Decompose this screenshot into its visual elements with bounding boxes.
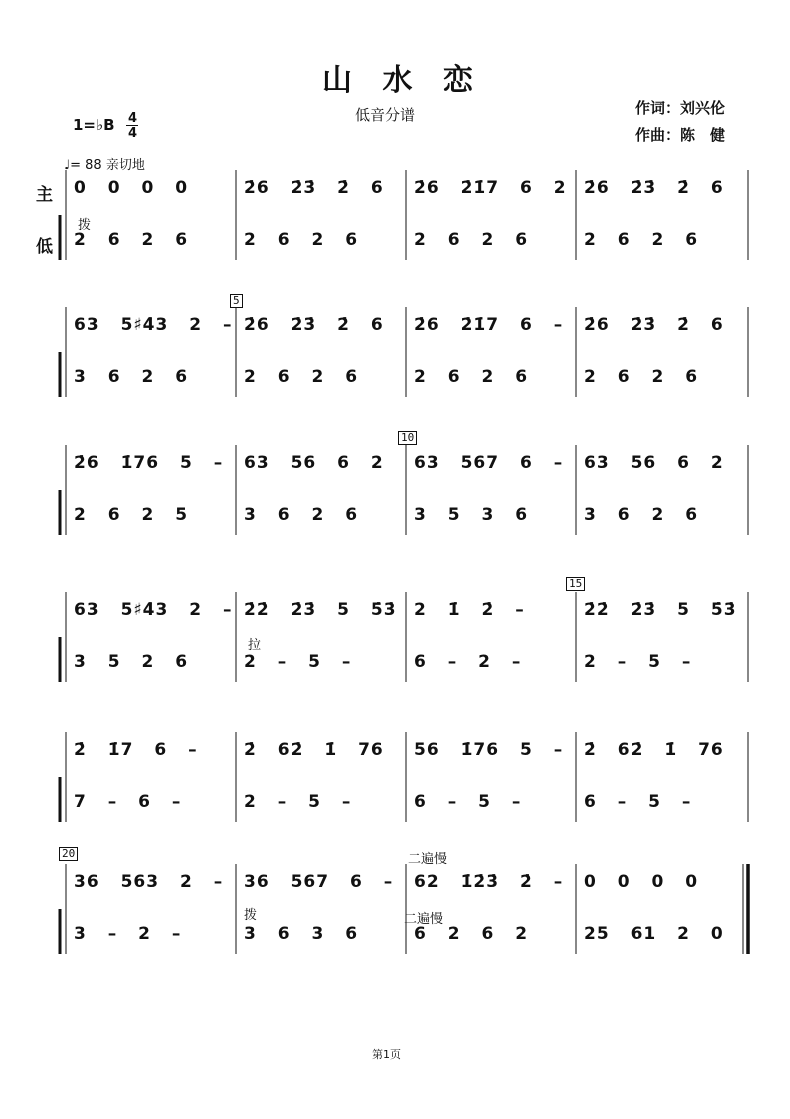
- rehearsal-mark: 20: [59, 847, 78, 861]
- low-part-measure: 6 – 5 –: [414, 792, 522, 812]
- main-part-measure: 63 5♯4̇3 2 –: [74, 315, 233, 335]
- low-part-measure: 3 6 3 6: [244, 924, 359, 944]
- main-part-measure: 2̇2̇ 2̇3̇ 5 5̇3̇: [584, 600, 737, 620]
- main-part-measure: 2̇2̇ 2̇3̇ 5 5̇3̇: [244, 600, 397, 620]
- main-part-measure: 2̇ 1̇7 6 –: [74, 740, 198, 760]
- low-part-measure: 2 – 5 –: [584, 652, 692, 672]
- main-part-measure: 56 1̇76 5 –: [414, 740, 564, 760]
- low-part-measure: 3 6 2 6: [584, 505, 699, 525]
- low-part-measure: 2 6 2 6: [414, 230, 529, 250]
- low-part-measure: 2 6 2 6: [584, 230, 699, 250]
- rehearsal-mark: 5: [230, 294, 243, 308]
- main-part-measure: 2 1̇ 2̇ –: [414, 600, 525, 620]
- main-part-measure: 2̇ 62̇ 1̇ 76: [584, 740, 724, 760]
- part-label-low: 低: [36, 237, 53, 257]
- main-part-measure: 0 0 0 0: [74, 178, 189, 198]
- low-part-measure: 3 6 2 6: [244, 505, 359, 525]
- low-part-measure: 7 – 6 –: [74, 792, 182, 812]
- main-part-measure: 63 56 6 2: [244, 453, 384, 473]
- part-label-main: 主: [36, 185, 53, 205]
- main-part-measure: 2̇6 1̇76 5 –: [74, 453, 224, 473]
- main-part-measure: 63 56 6 2: [584, 453, 724, 473]
- second-time-slow-mark: 二遍慢: [408, 852, 448, 867]
- low-part-measure: 2 – 5 –: [244, 652, 352, 672]
- main-part-measure: 2̇6 2̇3̇ 2̇ 6: [244, 315, 384, 335]
- pluck-mark-2: 拨: [244, 908, 258, 923]
- time-signature-bottom: 4: [128, 126, 138, 141]
- main-part-measure: 36 563 2 –: [74, 872, 224, 892]
- main-part-measure: 2̇6 2̇1̇7 6 2: [414, 178, 567, 198]
- main-part-measure: 2̇6 2̇1̇7 6 –: [414, 315, 564, 335]
- main-part-measure: 63 567 6 –: [414, 453, 564, 473]
- main-part-measure: 0 0 0 0: [584, 872, 699, 892]
- main-part-measure: 2̇6 2̇3̇ 2̇ 6: [584, 315, 724, 335]
- low-part-measure: 2 6 2 5: [74, 505, 189, 525]
- key-signature: 1=♭B: [73, 116, 115, 134]
- composer-credit: 作曲：陈 健: [635, 126, 726, 144]
- tempo-marking: ♩= 88 亲切地: [64, 158, 145, 173]
- rehearsal-mark: 15: [566, 577, 585, 591]
- main-part-measure: 62 1̇2̇3̇ 2̇ –: [414, 872, 564, 892]
- low-part-measure: 2 6 2 6: [414, 367, 529, 387]
- page-title: 山 水 恋: [322, 63, 483, 98]
- low-part-measure: 3 5 3 6: [414, 505, 529, 525]
- pluck-mark: 拨: [78, 218, 92, 233]
- time-signature-top: 4: [128, 111, 138, 126]
- main-part-measure: 2̇6 2̇3̇ 2̇ 6: [244, 178, 384, 198]
- low-part-measure: 3 6 2 6: [74, 367, 189, 387]
- rehearsal-mark: 10: [398, 431, 417, 445]
- main-part-measure: 63 5♯4̇3 2 –: [74, 600, 233, 620]
- low-part-measure: 2 – 5 –: [244, 792, 352, 812]
- main-part-measure: 2̇ 62̇ 1̇ 76: [244, 740, 384, 760]
- low-part-measure: 3 – 2 –: [74, 924, 182, 944]
- low-part-measure: 2 6 2 6: [584, 367, 699, 387]
- score-subtitle: 低音分谱: [355, 106, 416, 124]
- low-part-measure: 6 – 5 –: [584, 792, 692, 812]
- lyricist-credit: 作词：刘兴伦: [635, 99, 726, 117]
- low-part-measure: 2 6 2 6: [244, 367, 359, 387]
- low-part-measure: 25 61 2 0: [584, 924, 724, 944]
- page-number: 第1页: [372, 1048, 401, 1061]
- low-part-measure: 2 6 2 6: [244, 230, 359, 250]
- low-part-measure: 6 – 2 –: [414, 652, 522, 672]
- main-part-measure: 36 567 6 –: [244, 872, 394, 892]
- second-time-slow-mark-low: 二遍慢: [404, 912, 444, 927]
- bow-mark: 拉: [248, 638, 262, 653]
- low-part-measure: 3 5 2 6: [74, 652, 189, 672]
- low-part-measure: 6 2 6 2: [414, 924, 529, 944]
- main-part-measure: 2̇6 2̇3̇ 2̇ 6: [584, 178, 724, 198]
- low-part-measure: 2 6 2 6: [74, 230, 189, 250]
